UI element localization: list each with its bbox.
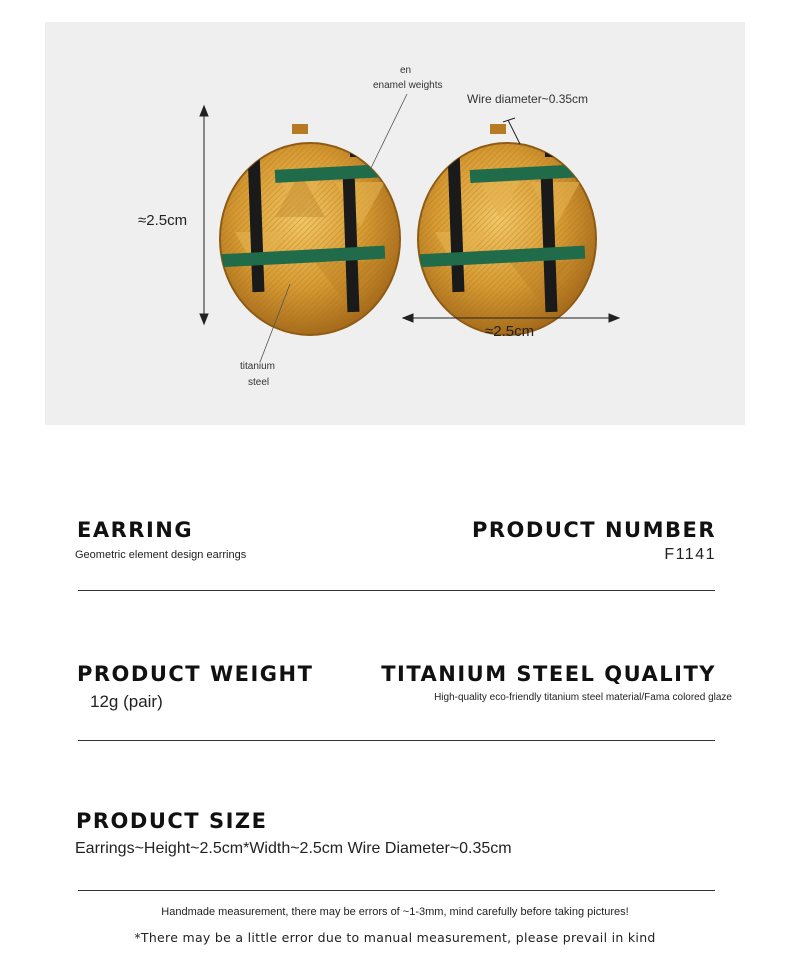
steel-label-line1: titanium bbox=[240, 361, 276, 372]
product-photo-panel bbox=[45, 22, 745, 425]
earring-heading: EARRING bbox=[77, 518, 194, 542]
steel-label-line2: steel bbox=[248, 377, 270, 388]
enamel-leader-line bbox=[370, 94, 407, 170]
product-weight-heading: PRODUCT WEIGHT bbox=[77, 662, 314, 686]
titanium-quality-heading: TITANIUM STEEL QUALITY bbox=[381, 662, 716, 686]
product-size-heading: PRODUCT SIZE bbox=[76, 809, 268, 833]
titanium-quality-description: High-quality eco-friendly titanium steel material/Fama colored glaze bbox=[434, 692, 732, 703]
divider-3 bbox=[78, 890, 715, 891]
wire-diameter-label: Wire diameter~0.35cm bbox=[467, 92, 589, 106]
product-weight-value: 12g (pair) bbox=[90, 692, 163, 711]
width-label: ≈2.5cm bbox=[485, 323, 535, 340]
earring-description: Geometric element design earrings bbox=[75, 549, 247, 561]
product-number-value: F1141 bbox=[664, 546, 716, 563]
measurement-disclaimer: *There may be a little error due to manual measurement, please prevail in kind bbox=[134, 930, 656, 945]
height-label: ≈2.5cm bbox=[138, 212, 188, 229]
right-earring bbox=[415, 124, 605, 337]
divider-2 bbox=[78, 740, 715, 741]
divider-1 bbox=[78, 590, 715, 591]
product-number-heading: PRODUCT NUMBER bbox=[472, 518, 716, 542]
enamel-label: enamel weights bbox=[373, 80, 443, 91]
product-size-value: Earrings~Height~2.5cm*Width~2.5cm Wire Diameter~0.35cm bbox=[75, 840, 512, 857]
wire-leader-line bbox=[508, 120, 520, 144]
enamel-label-top: en bbox=[400, 65, 412, 76]
measurement-note: Handmade measurement, there may be errors of ~1-3mm, mind carefully before taking pictures! bbox=[161, 906, 629, 918]
height-dimension-arrow bbox=[200, 106, 208, 324]
